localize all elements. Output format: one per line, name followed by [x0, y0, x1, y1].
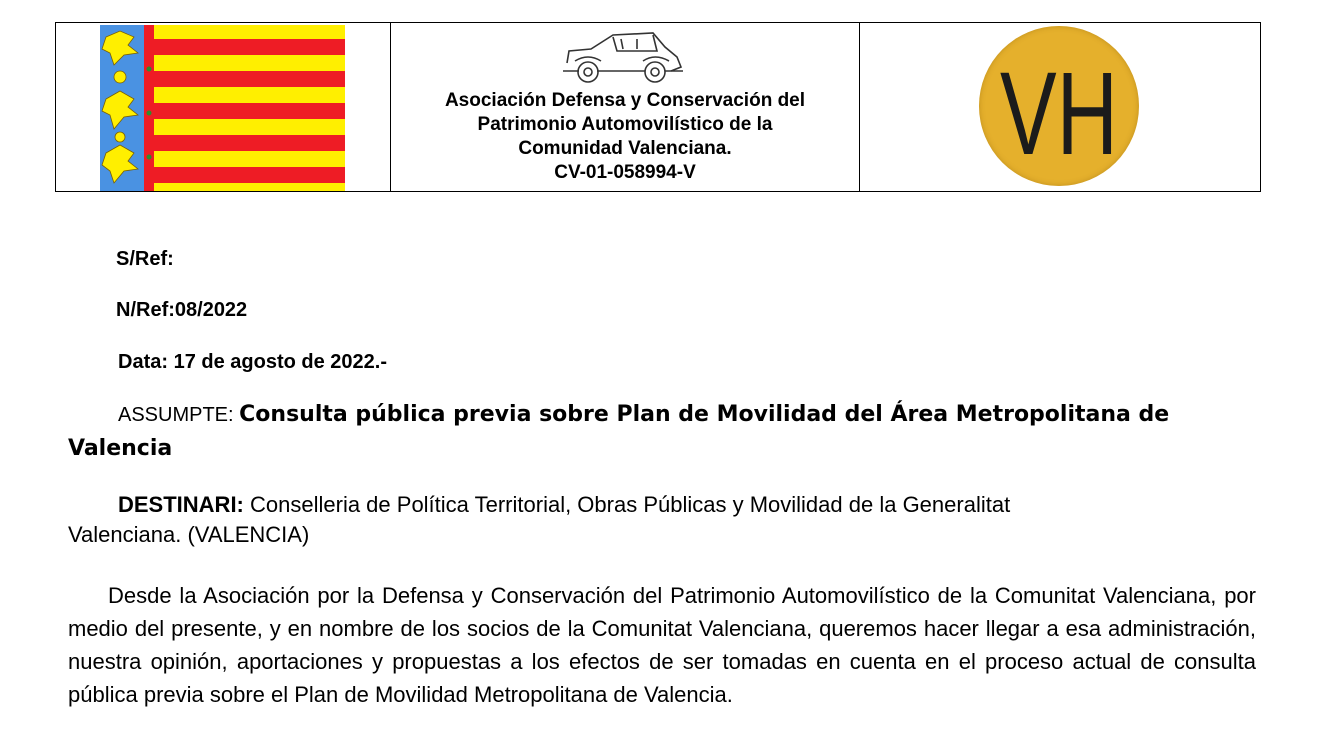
our-reference: N/Ref:08/2022 — [116, 299, 248, 321]
recipient-label: DESTINARI: — [118, 492, 244, 517]
flag-cell — [56, 23, 391, 191]
vh-badge-icon — [979, 26, 1139, 186]
subject-label: ASSUMPTE: — [118, 404, 234, 426]
sender-reference: S/Ref: — [116, 248, 174, 270]
vh-badge-text: VH — [1000, 48, 1118, 180]
association-name-line: Patrimonio Automovilístico de la — [477, 114, 773, 135]
association-cell — [391, 23, 860, 191]
letter-date: Data: 17 de agosto de 2022.- — [118, 351, 387, 373]
recipient-text-continued: Valenciana. (VALENCIA) — [68, 522, 310, 547]
valencian-flag-icon — [100, 25, 345, 191]
subject-line — [118, 402, 1169, 427]
body-paragraph: Desde la Asociación por la Defensa y Conservación del Patrimonio Automovilístico de la Comunitat Valenciana, por medio del presente, y en nombre de los socios de la Comunitat Valenciana, queremos hacer llegar a esa administración, nuestra opinión, aportaciones y propuestas a los efectos de ser tomadas en cuenta en el proceso actual de consulta pública previa sobre el Plan de Movilidad Metropolitana de Valencia. — [68, 583, 1256, 707]
association-name — [391, 89, 859, 185]
badge-cell — [860, 23, 1260, 191]
recipient-text: Conselleria de Política Territorial, Obras Públicas y Movilidad de la Generalitat — [250, 492, 1011, 517]
letterhead — [55, 22, 1261, 192]
association-registry-number: CV-01-058994-V — [554, 162, 696, 183]
vintage-car-icon — [561, 27, 686, 87]
recipient-line — [118, 492, 1010, 518]
subject-text: Consulta pública previa sobre Plan de Movilidad del Área Metropolitana de — [239, 402, 1170, 427]
subject-text-continued: Valencia — [68, 436, 173, 461]
association-name-line: Asociación Defensa y Conservación del — [444, 90, 806, 111]
association-name-line: Comunidad Valenciana. — [518, 138, 732, 159]
